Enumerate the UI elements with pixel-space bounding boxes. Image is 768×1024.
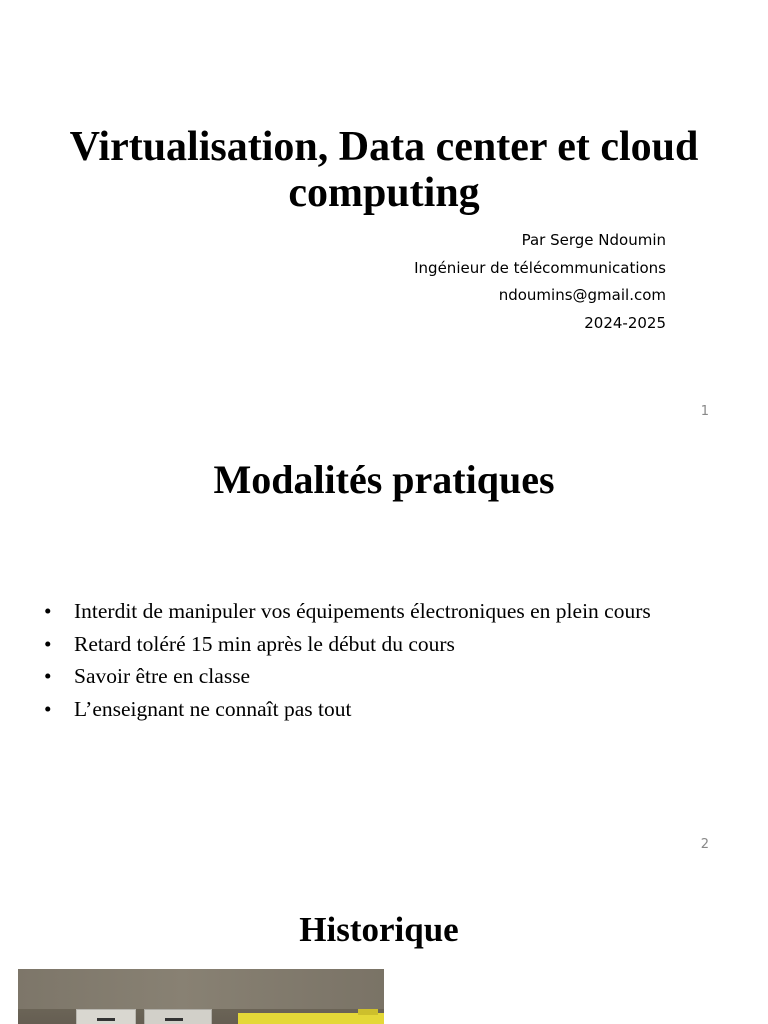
academic-year: 2024-2025 (584, 313, 666, 332)
historical-photo (18, 969, 384, 1024)
list-item: • Interdit de manipuler vos équipements électroniques en plein cours (44, 595, 651, 628)
yellow-device-cap (358, 1009, 378, 1015)
slide-2 (0, 433, 768, 866)
author-info (414, 227, 666, 337)
list-item: • L’enseignant ne connaît pas tout (44, 693, 651, 726)
slide-1 (0, 0, 768, 433)
slide-title: Historique (299, 910, 459, 949)
author-email: ndoumins@gmail.com (498, 286, 666, 304)
bullet-list (44, 595, 651, 725)
page-number: 2 (700, 837, 709, 852)
author-name: Par Serge Ndoumin (521, 231, 666, 249)
photo-background (18, 969, 384, 1009)
list-item: • Retard toléré 15 min après le début du cours (44, 628, 651, 661)
slide-3 (0, 866, 768, 1024)
list-item: • Savoir être en classe (44, 660, 651, 693)
device-box (76, 1009, 136, 1024)
page-number: 1 (700, 404, 709, 419)
author-role: Ingénieur de télécommunications (414, 258, 666, 277)
slide-title: Virtualisation, Data center et cloud computing (69, 124, 699, 216)
device-box (144, 1009, 212, 1024)
slide-title: Modalités pratiques (213, 457, 555, 502)
